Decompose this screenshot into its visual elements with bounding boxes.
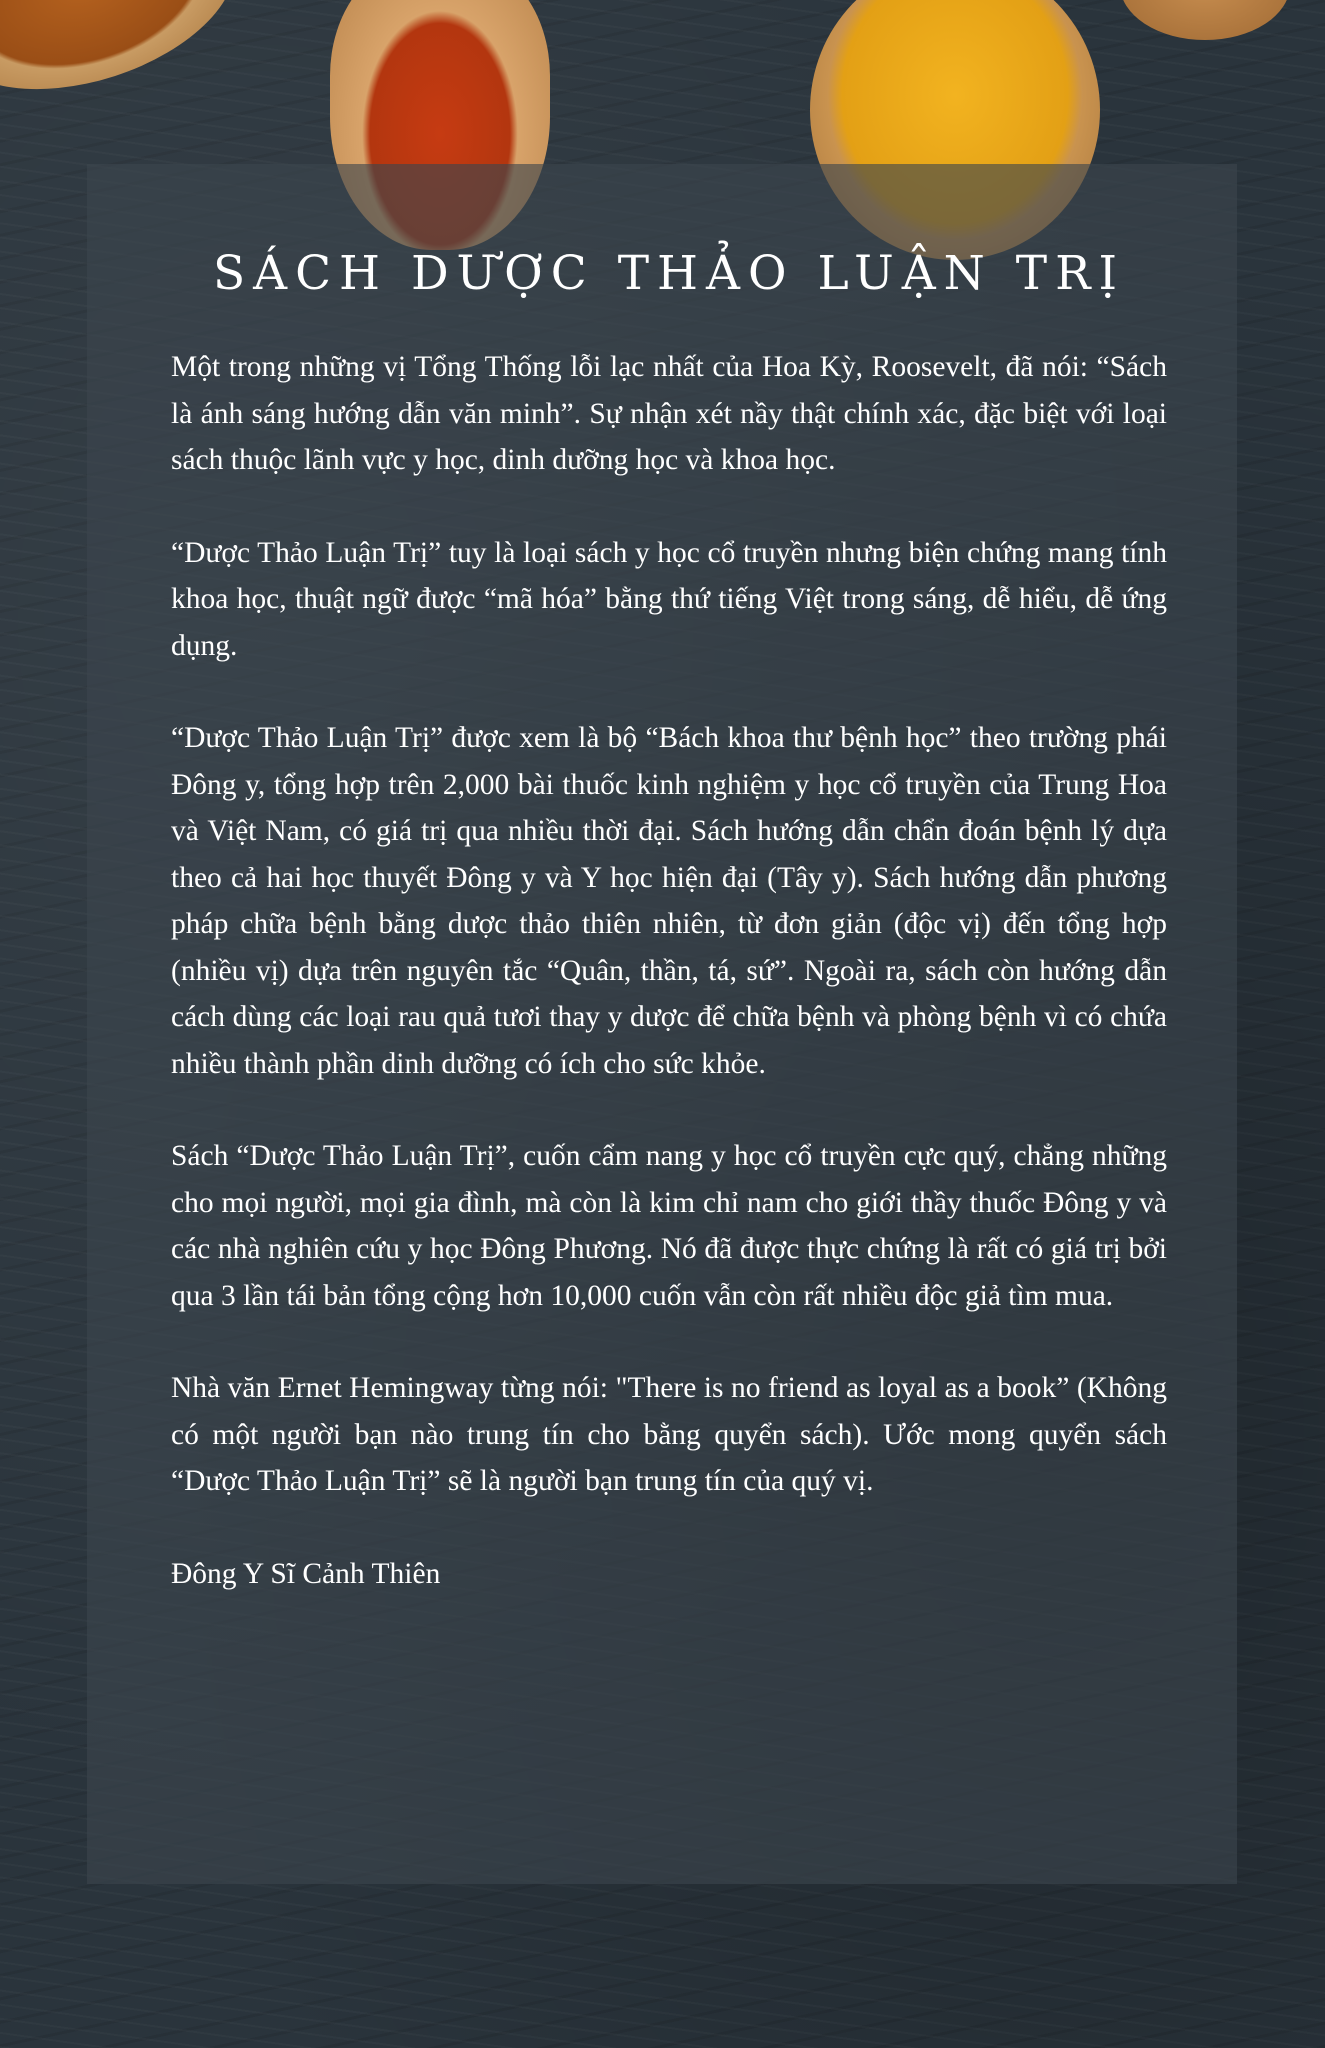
page-title: SÁCH DƯỢC THẢO LUẬN TRỊ [212,246,1126,301]
text-panel [87,164,1237,1884]
cinnamon-spoon-image [0,0,257,122]
paragraph-5: Nhà văn Ernet Hemingway từng nói: "There is no friend as loyal as a book” (Không có một người bạn nào trung tín cho bằng quyển sách). Ước mong quyển sách “Dược Thảo Luận Trị” sẽ là người bạn trung tín của quý vị. [171,1372,1167,1498]
paragraph-2: “Dược Thảo Luận Trị” tuy là loại sách y học cổ truyền nhưng biện chứng mang tính khoa học, thuật ngữ được “mã hóa” bằng thứ tiếng Việt trong sáng, dễ hiểu, dễ ứng dụng. [171,536,1167,662]
paragraph-3: “Dược Thảo Luận Trị” được xem là bộ “Bách khoa thư bệnh học” theo trường phái Đông y, tổng hợp trên 2,000 bài thuốc kinh nghiệm y học cổ truyền của Trung Hoa và Việt Nam, có giá trị qua nhiều thời đại. Sách hướng dẫn chẩn đoán bệnh lý dựa theo cả hai học thuyết Đông y và Y học hiện đại (Tây y). Sách hướng dẫn phương pháp chữa bệnh bằng dược thảo thiên nhiên, từ đơn giản (độc vị) đến tổng hợp (nhiều vị) dựa trên nguyên tắc “Quân, thần, tá, sứ”. Ngoài ra, sách còn hướng dẫn cách dùng các loại rau quả tươi thay y dược để chữa bệnh và phòng bệnh vì có chứa nhiều thành phần dinh dưỡng có ích cho sức khỏe. [171,722,1167,1080]
paragraph-1: Một trong những vị Tổng Thống lỗi lạc nhất của Hoa Kỳ, Roosevelt, đã nói: “Sách là ánh sáng hướng dẫn văn minh”. Sự nhận xét nầy thật chính xác, đặc biệt với loại sách thuộc lãnh vực y học, dinh dưỡng học và khoa học. [171,351,1167,477]
paragraph-4: Sách “Dược Thảo Luận Trị”, cuốn cẩm nang y học cổ truyền cực quý, chẳng những cho mọi người, mọi gia đình, mà còn là kim chỉ nam cho giới thầy thuốc Đông y và các nhà nghiên cứu y học Đông Phương. Nó đã được thực chứng là rất có giá trị bởi qua 3 lần tái bản tổng cộng hơn 10,000 cuốn vẫn còn rất nhiều độc giả tìm mua. [171,1140,1167,1312]
author-signature: Đông Y Sĩ Cảnh Thiên [171,1557,441,1590]
spice-bowl-image [1120,0,1290,40]
